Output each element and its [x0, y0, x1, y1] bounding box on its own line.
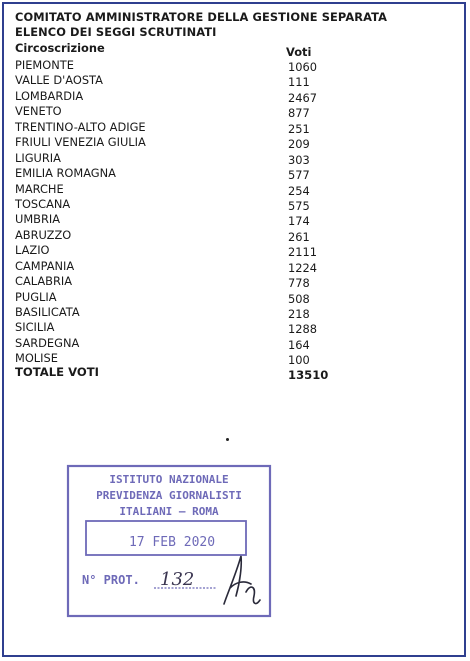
- table-row: [15, 58, 345, 73]
- region-name: VENETO: [15, 104, 62, 119]
- region-name: PIEMONTE: [15, 58, 74, 72]
- table-row: [15, 259, 345, 274]
- region-name: PUGLIA: [15, 289, 57, 304]
- region-votes: 2111: [288, 245, 317, 260]
- table-row: [15, 120, 345, 135]
- region-votes: 508: [288, 291, 310, 306]
- table-row: [15, 212, 345, 227]
- stamp-institution-line1: ISTITUTO NAZIONALE: [109, 473, 229, 486]
- table-row: [15, 305, 345, 320]
- table-row: [15, 274, 345, 289]
- region-name: BASILICATA: [15, 305, 80, 319]
- table-row: [15, 228, 345, 243]
- region-name: FRIULI VENEZIA GIULIA: [15, 135, 146, 150]
- region-name: MOLISE: [15, 351, 58, 366]
- table-row: [15, 73, 345, 88]
- region-votes: 577: [288, 168, 310, 183]
- stamp-date: 17 FEB 2020: [128, 535, 216, 550]
- table-row: [15, 336, 345, 351]
- stamp-institution-line3: ITALIANI – ROMA: [119, 505, 219, 518]
- region-votes: 111: [288, 75, 310, 90]
- region-votes: 209: [288, 137, 310, 152]
- region-name: TRENTINO-ALTO ADIGE: [15, 119, 146, 134]
- region-name: UMBRIA: [15, 212, 61, 227]
- table-row: [15, 151, 345, 166]
- stamp-graphic: [66, 464, 272, 618]
- region-votes: 877: [288, 106, 310, 121]
- region-name: SARDEGNA: [15, 335, 80, 350]
- region-votes: 254: [288, 183, 310, 198]
- document-header: [15, 10, 387, 40]
- region-name: LIGURIA: [15, 150, 61, 165]
- table-row: [15, 197, 345, 212]
- total-label: TOTALE VOTI: [15, 365, 99, 379]
- header-subtitle: ELENCO DEI SEGGI SCRUTINATI: [15, 25, 217, 39]
- table-row: [15, 135, 345, 150]
- region-name: LOMBARDIA: [15, 88, 84, 103]
- table-header: [15, 41, 345, 57]
- table-row: [15, 243, 345, 258]
- ink-dot: [226, 438, 229, 441]
- region-votes: 575: [288, 198, 310, 213]
- region-name: CAMPANIA: [15, 258, 75, 273]
- table-row: [15, 166, 345, 181]
- region-votes: 174: [288, 214, 310, 229]
- region-name: ABRUZZO: [15, 227, 72, 242]
- total-value: 13510: [288, 368, 329, 382]
- protocol-stamp: [66, 464, 272, 618]
- header-title: COMITATO AMMINISTRATORE DELLA GESTIONE SEPARATA: [15, 10, 388, 24]
- results-table: [15, 58, 345, 367]
- region-votes: 218: [288, 307, 310, 321]
- table-row: [15, 89, 345, 104]
- region-name: CALABRIA: [15, 274, 73, 289]
- region-name: VALLE D'AOSTA: [15, 73, 103, 88]
- region-votes: 1224: [288, 260, 317, 275]
- region-votes: 261: [288, 229, 310, 244]
- region-votes: 2467: [288, 90, 317, 105]
- region-votes: 778: [288, 276, 310, 291]
- table-row: [15, 104, 345, 119]
- region-name: TOSCANA: [15, 196, 71, 211]
- region-name: SICILIA: [15, 320, 55, 335]
- region-name: LAZIO: [15, 243, 50, 258]
- region-votes: 251: [288, 121, 310, 136]
- table-row: [15, 320, 345, 335]
- region-votes: 100: [288, 353, 310, 368]
- handwritten-signature: [224, 556, 260, 604]
- table-row: [15, 182, 345, 197]
- region-votes: 164: [288, 337, 310, 352]
- stamp-institution-line2: PREVIDENZA GIORNALISTI: [96, 489, 242, 502]
- region-votes: 1288: [288, 322, 317, 337]
- region-name: EMILIA ROMAGNA: [15, 166, 116, 181]
- region-votes: 1060: [288, 60, 317, 74]
- total-row: [15, 365, 345, 381]
- table-row: [15, 290, 345, 305]
- stamp-prot-label: N° PROT.: [82, 573, 140, 587]
- region-votes: 303: [288, 152, 310, 167]
- column-header-region: Circoscrizione: [15, 41, 105, 55]
- column-header-votes: Voti: [286, 45, 312, 59]
- region-name: MARCHE: [15, 181, 64, 196]
- handwritten-prot-number: 132: [160, 569, 195, 590]
